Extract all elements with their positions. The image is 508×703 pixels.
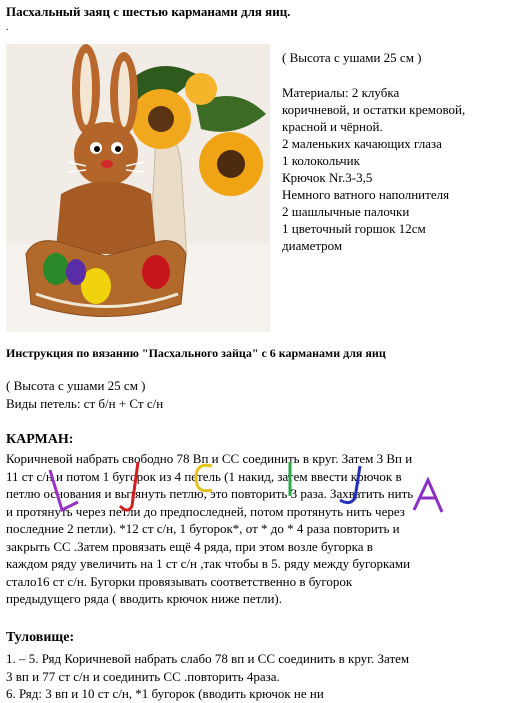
height-note-2: ( Высота с ушами 25 см )	[6, 378, 146, 393]
materials-line: Немного ватного наполнителя	[282, 187, 450, 202]
torso-line: 6. Ряд: 3 вп и 10 ст с/н, *1 бугорок (вводить крючок не ни	[6, 686, 324, 701]
pocket-line: закрыть СС .Затем провязать ещё 4 ряда, при этом возле бугорка в	[6, 538, 373, 554]
pocket-line: и протянуть через петли до предпоследней, потом протянуть нить через	[6, 503, 405, 519]
pocket-line: каждом ряду увеличить на 1 ст с/н ,так чтобы в 5. ряду между бугорками	[6, 556, 411, 571]
stray-dot: .	[6, 22, 9, 33]
pocket-instructions	[6, 450, 502, 608]
torso-line: 3 вп и 77 ст с/н и соединить СС .повторить 4раза.	[6, 668, 280, 684]
pocket-line: Коричневой набрать свободно 78 Вп и СС соединить в круг. Затем 3 Вп и	[6, 451, 413, 466]
stitch-types: Виды петель: ст б/н + Ст с/н	[6, 396, 164, 411]
sunflower-left	[131, 89, 191, 149]
pocket-line: последние 2 петли). *12 ст с/н, 1 бугорок*, от * до * 4 раза повторить и	[6, 521, 400, 536]
materials-line: Материалы: 2 клубка	[282, 85, 400, 100]
torso-instructions	[6, 650, 502, 703]
torso-line: 1. – 5. Ряд Коричневой набрать слабо 78 вп и СС соединить в круг. Затем	[6, 651, 410, 666]
instructions-title: Инструкция по вязанию "Пасхального зайца" с 6 карманами для яиц	[6, 346, 386, 360]
materials-list	[282, 84, 502, 254]
height-note: ( Высота с ушами 25 см )	[282, 50, 422, 65]
materials-line: красной и чёрной.	[282, 119, 383, 134]
pocket-line: 11 ст с/н и потом 1 бугорок из 4 петель (1 накид, затем ввести крючок в	[6, 468, 402, 484]
torso-heading: Туловище:	[6, 630, 75, 645]
pocket-line: предыдущего ряда ( вводить крючок ниже петли).	[6, 591, 282, 606]
bunny-photo	[6, 44, 270, 332]
pocket-line: стало16 ст с/н. Бугорки провязывать соответственно в бугорок	[6, 573, 353, 589]
sunflower-right	[199, 132, 263, 196]
materials-line: 2 маленьких качающих глаза	[282, 136, 442, 151]
materials-line: Крючок Nr.3-3,5	[282, 170, 373, 185]
pocket-heading: КАРМАН:	[6, 432, 74, 447]
materials-line: 1 цветочный горшок 12см	[282, 221, 426, 236]
materials-line: диаметром	[282, 238, 343, 253]
page-title: Пасхальный заяц с шестью карманами для яиц.	[6, 4, 291, 19]
materials-line: коричневой, и остатки кремовой,	[282, 102, 466, 117]
pocket-line: петлю основания и вытянуть петлю, это повторить 3 раза. Захватить нить	[6, 486, 414, 501]
materials-line: 1 колокольчик	[282, 153, 360, 168]
materials-line: 2 шашлычные палочки	[282, 204, 410, 219]
